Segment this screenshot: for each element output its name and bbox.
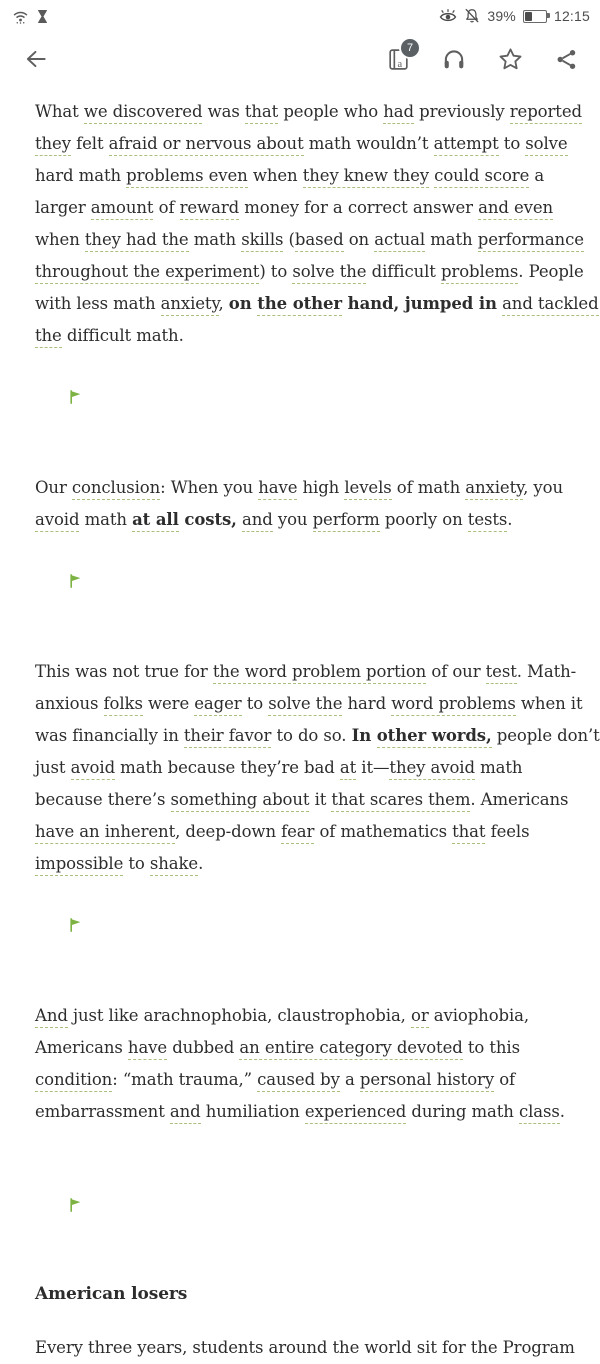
highlighted-word[interactable]: that scares them (331, 790, 470, 812)
highlighted-word[interactable]: they (35, 134, 71, 156)
text-segment: when it (515, 694, 583, 713)
text-segment: Our (35, 478, 72, 497)
text-segment: math (188, 230, 242, 249)
text-segment: was financially in (35, 726, 184, 745)
text-segment: just like arachnophobia, claustrophobia, (67, 1006, 411, 1025)
highlighted-word[interactable]: solve the (292, 262, 366, 284)
text-segment: it (309, 790, 332, 809)
text-segment: aviophobia, (428, 1006, 530, 1025)
text-segment: , (218, 294, 229, 313)
text-segment: with less math (35, 294, 161, 313)
highlighted-word[interactable]: shake (150, 854, 198, 876)
text-line (35, 1032, 565, 1064)
text-segment: you (272, 510, 313, 529)
vocabulary-count-badge: 7 (399, 37, 421, 59)
text-line (35, 656, 577, 688)
highlighted-word[interactable]: and (242, 510, 273, 532)
highlighted-word[interactable]: an entire category devoted (239, 1038, 462, 1060)
highlighted-word[interactable]: afraid or nervous about (109, 134, 304, 156)
text-line (35, 128, 568, 160)
battery-icon (523, 10, 547, 23)
text-segment: In (351, 726, 377, 745)
text-segment: anxious (35, 694, 104, 713)
text-line (35, 816, 565, 848)
text-segment: ( (283, 230, 295, 249)
highlighted-word[interactable]: levels (344, 478, 391, 500)
highlighted-word[interactable]: And (35, 1006, 68, 1028)
text-segment: to do so. (271, 726, 352, 745)
text-segment: : “math trauma,” (112, 1070, 258, 1089)
text-segment: . People (518, 262, 584, 281)
text-segment: math (425, 230, 478, 249)
text-segment: : When you (160, 478, 259, 497)
highlighted-word[interactable]: eager (194, 694, 241, 716)
highlighted-word[interactable]: test (486, 662, 517, 684)
text-segment: because there’s (35, 790, 171, 809)
text-segment: . Americans (470, 790, 569, 809)
highlighted-word[interactable]: skills (241, 230, 283, 252)
highlighted-word[interactable]: we discovered (84, 102, 203, 124)
highlighted-word[interactable]: reported (510, 102, 582, 124)
highlighted-word[interactable]: experienced (305, 1102, 406, 1124)
text-line (35, 1064, 565, 1096)
highlighted-word[interactable]: class (519, 1102, 560, 1124)
text-segment: math (79, 510, 133, 529)
highlighted-word[interactable]: at (340, 758, 356, 780)
text-segment: on (228, 294, 258, 313)
text-line (35, 752, 565, 784)
paragraph (35, 1000, 565, 1256)
text-segment: dubbed (167, 1038, 240, 1057)
text-segment: difficult math. (61, 326, 189, 345)
text-segment: hard math (35, 166, 127, 185)
highlighted-word[interactable]: have (258, 478, 297, 500)
highlighted-word[interactable]: attempt (434, 134, 499, 156)
listen-button[interactable] (438, 43, 470, 75)
text-segment: a (339, 1070, 360, 1089)
status-bar (0, 0, 600, 30)
section-heading: American losers (35, 1284, 188, 1304)
highlighted-word[interactable]: impossible (35, 854, 123, 876)
text-segment: What (35, 102, 84, 121)
highlighted-word[interactable]: have an inherent (35, 822, 175, 844)
text-segment: humiliation (200, 1102, 305, 1121)
text-line (35, 192, 565, 224)
text-segment: people who (278, 102, 384, 121)
text-segment: felt (70, 134, 109, 153)
text-line (35, 256, 584, 288)
text-segment: costs, (178, 510, 237, 529)
highlighted-word[interactable]: have (128, 1038, 167, 1060)
paragraph (35, 1332, 575, 1364)
text-segment: math because they’re bad (115, 758, 340, 777)
text-segment: math (474, 758, 523, 777)
text-line (35, 848, 565, 976)
highlighted-word[interactable]: fear (281, 822, 314, 844)
text-segment: during math (406, 1102, 519, 1121)
text-segment: were (142, 694, 195, 713)
text-line (35, 160, 565, 192)
text-segment: on (343, 230, 375, 249)
text-line (35, 784, 569, 816)
text-line (35, 720, 600, 752)
text-line (35, 1332, 575, 1364)
highlighted-word[interactable]: solve (525, 134, 567, 156)
text-line (35, 688, 583, 720)
text-segment: high (297, 478, 345, 497)
text-line (35, 472, 565, 504)
battery-fill (525, 12, 532, 21)
text-segment: hard (342, 694, 392, 713)
text-segment: hand, jumped in (342, 294, 497, 313)
highlighted-word[interactable]: other words, (377, 726, 492, 748)
highlighted-word[interactable]: could score (434, 166, 529, 188)
text-line (35, 320, 565, 448)
vocabulary-button[interactable] (382, 43, 414, 75)
text-segment: This was not true for (35, 662, 213, 681)
highlighted-word[interactable]: anxiety (465, 478, 523, 500)
text-segment: when (35, 230, 85, 249)
highlighted-word[interactable]: had (383, 102, 414, 124)
text-segment: difficult (366, 262, 441, 281)
share-button[interactable] (550, 43, 582, 75)
highlighted-word[interactable]: caused by (257, 1070, 340, 1092)
text-segment: people don’t (491, 726, 600, 745)
reader-toolbar (0, 30, 600, 88)
text-segment: larger (35, 198, 91, 217)
text-line (35, 1096, 565, 1128)
text-segment: it— (356, 758, 390, 777)
highlighted-word[interactable]: their favor (184, 726, 271, 748)
text-segment: to this (462, 1038, 520, 1057)
highlighted-word[interactable]: or (411, 1006, 429, 1028)
text-segment: to (241, 694, 269, 713)
highlighted-word[interactable]: they avoid (389, 758, 475, 780)
highlighted-word[interactable]: problems even (126, 166, 248, 188)
text-segment: when (247, 166, 303, 185)
text-segment: money for a correct answer (239, 198, 479, 217)
text-segment: Every three years, students around the world sit for the Program (35, 1338, 575, 1357)
highlighted-word[interactable]: amount (91, 198, 154, 220)
text-segment: was (202, 102, 245, 121)
highlighted-word[interactable]: avoid (71, 758, 115, 780)
text-segment: . (507, 510, 518, 529)
text-segment: , deep-down (175, 822, 282, 841)
back-button[interactable] (20, 43, 52, 75)
text-segment: of (153, 198, 180, 217)
highlighted-word[interactable]: at all (132, 510, 179, 532)
highlighted-word[interactable]: and (170, 1102, 201, 1124)
paragraph (35, 656, 600, 976)
notifications-off-icon (464, 8, 480, 24)
text-segment: embarrassment (35, 1102, 170, 1121)
text-segment: previously (414, 102, 510, 121)
highlighted-word[interactable]: problems (441, 262, 518, 284)
highlighted-word[interactable]: the other (257, 294, 342, 316)
text-segment: Americans (35, 1038, 128, 1057)
text-segment: of (494, 1070, 516, 1089)
text-segment: feels (485, 822, 530, 841)
highlighted-word[interactable]: performance (478, 230, 584, 252)
highlighted-word[interactable]: that (245, 102, 278, 124)
highlighted-word[interactable]: and tackled (502, 294, 598, 316)
article-body (0, 88, 600, 1364)
highlighted-word[interactable]: they knew they (303, 166, 429, 188)
highlighted-word[interactable]: condition (35, 1070, 112, 1092)
text-segment: a (529, 166, 545, 185)
svg-text:a: a (396, 58, 402, 70)
text-line (35, 1128, 565, 1256)
text-segment: , you (523, 478, 564, 497)
highlighted-word[interactable]: throughout the experiment (35, 262, 259, 284)
text-segment: . (198, 854, 209, 873)
text-segment: to (498, 134, 526, 153)
annotation-flag-icon[interactable] (47, 1160, 83, 1256)
highlighted-word[interactable]: solve the (268, 694, 342, 716)
text-segment: of our (426, 662, 486, 681)
hourglass-icon (36, 9, 49, 24)
highlighted-word[interactable]: anxiety (161, 294, 219, 316)
highlighted-word[interactable]: something about (171, 790, 310, 812)
battery-percent-label: 39% (487, 8, 516, 24)
text-segment: just (35, 758, 71, 777)
paragraph (35, 96, 599, 448)
text-line (35, 96, 582, 128)
highlighted-word[interactable]: actual (374, 230, 425, 252)
highlighted-word[interactable]: word problems (391, 694, 516, 716)
text-line (35, 1000, 565, 1032)
highlighted-word[interactable]: and even (478, 198, 553, 220)
highlighted-word[interactable]: they had the (85, 230, 189, 252)
annotation-flag-icon[interactable] (47, 536, 83, 632)
text-segment: ) to (259, 262, 293, 281)
highlighted-word[interactable]: conclusion (72, 478, 160, 500)
annotation-flag-icon[interactable] (47, 352, 83, 448)
text-line (35, 504, 565, 632)
highlighted-word[interactable]: reward (180, 198, 239, 220)
text-line (35, 288, 599, 320)
annotation-flag-icon[interactable] (47, 880, 83, 976)
text-segment: to (123, 854, 150, 873)
highlighted-word[interactable]: based (295, 230, 344, 252)
text-line (35, 224, 584, 256)
highlighted-word[interactable]: that (452, 822, 485, 844)
highlighted-word[interactable]: avoid (35, 510, 79, 532)
text-segment: math wouldn’t (303, 134, 434, 153)
text-segment: of mathematics (314, 822, 453, 841)
highlighted-word[interactable]: tests (468, 510, 507, 532)
text-segment: . (559, 1102, 565, 1121)
text-segment: of math (391, 478, 466, 497)
eye-comfort-icon (439, 8, 457, 24)
paragraph (35, 472, 565, 632)
wifi-icon (12, 8, 29, 25)
text-segment: poorly on (379, 510, 468, 529)
clock-label: 12:15 (553, 8, 590, 24)
highlighted-word[interactable]: personal history (360, 1070, 494, 1092)
highlighted-word[interactable]: the word problem portion (213, 662, 426, 684)
favorite-button[interactable] (494, 43, 526, 75)
highlighted-word[interactable]: folks (104, 694, 143, 716)
text-segment: . Math- (516, 662, 577, 681)
highlighted-word[interactable]: the (35, 326, 62, 348)
highlighted-word[interactable]: perform (313, 510, 380, 532)
